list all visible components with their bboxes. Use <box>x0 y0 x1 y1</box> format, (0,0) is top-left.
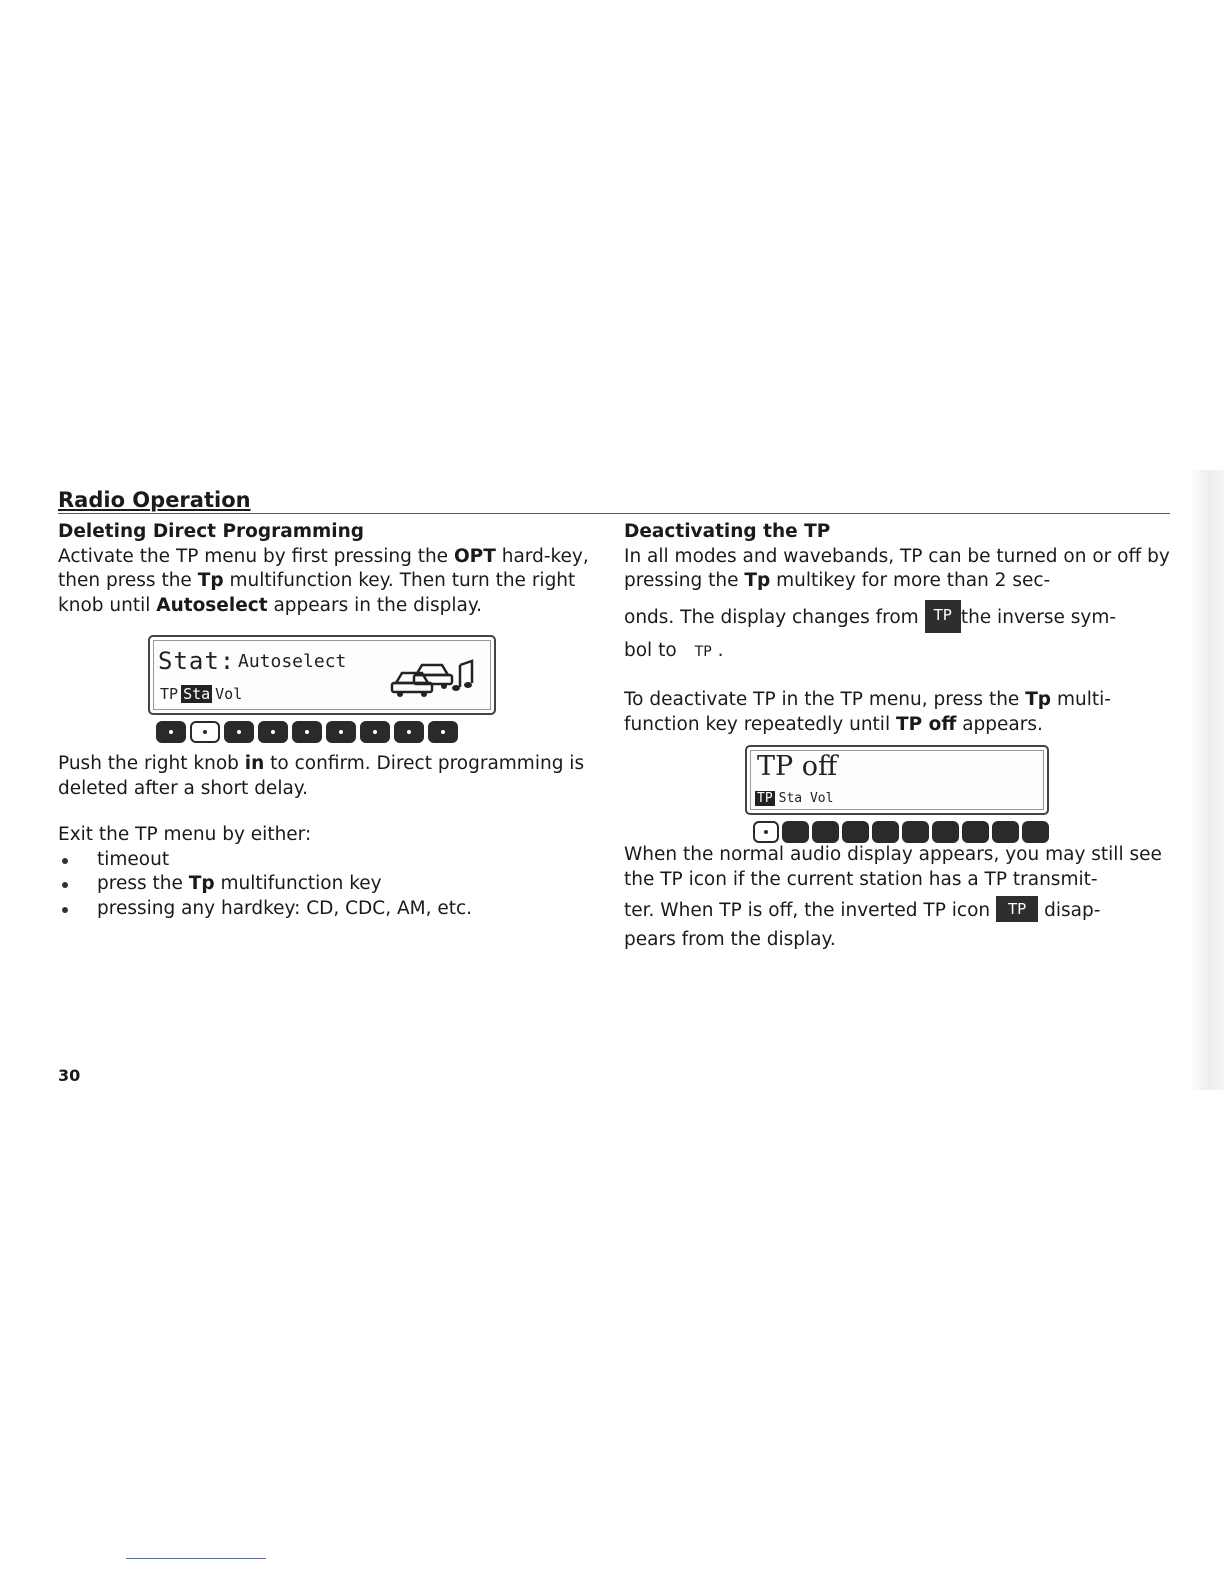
tp-plain-icon: TP <box>694 643 712 660</box>
lcd-line1-value: Autoselect <box>238 651 347 672</box>
softkey-5[interactable] <box>292 721 322 743</box>
right-paragraph-3: When the normal audio display appears, you may still see the TP icon if the current station has a TP transmit- <box>624 844 1162 890</box>
lcd-sta-vol-label: Sta Vol <box>778 791 834 806</box>
page-edge-shadow <box>1190 470 1224 1090</box>
softkey-5[interactable] <box>872 821 899 843</box>
softkey-8[interactable] <box>394 721 424 743</box>
section-title: Radio Operation <box>58 488 251 512</box>
lcd-tp-label: TP <box>160 685 179 703</box>
lcd-sta-inverse: Sta <box>183 685 211 703</box>
lcd-line1-label: Stat: <box>158 647 236 675</box>
softkey-4[interactable] <box>258 721 288 743</box>
softkey-7[interactable] <box>932 821 959 843</box>
bottom-link-underline <box>126 1558 266 1559</box>
softkey-1[interactable] <box>156 721 186 743</box>
lcd-line1: TP off <box>757 751 838 782</box>
softkey-6[interactable] <box>326 721 356 743</box>
softkey-6[interactable] <box>902 821 929 843</box>
softkey-3[interactable] <box>812 821 839 843</box>
heading-deleting-direct-programming: Deleting Direct Programming <box>58 521 364 542</box>
lcd-line2 <box>755 791 833 806</box>
right-paragraph-1b: onds. The display changes from TP the inverse sym- <box>624 600 1180 633</box>
car-music-icon <box>388 657 480 701</box>
softkey-9[interactable] <box>428 721 458 743</box>
right-paragraph-3c: pears from the display. <box>624 928 836 950</box>
softkey-4[interactable] <box>842 821 869 843</box>
heading-deactivating-tp: Deactivating the TP <box>624 521 831 542</box>
left-paragraph-2: Push the right knob in to confirm. Direct programming is deleted after a short delay. <box>58 753 585 799</box>
list-item: press the Tp multifunction key <box>58 872 606 897</box>
right-paragraph-3b: ter. When TP is off, the inverted TP icon TP disap- <box>624 896 1180 924</box>
right-column <box>624 520 1180 952</box>
lcd-screen <box>745 745 1049 815</box>
right-paragraph-1c: bol to TP . <box>624 639 724 661</box>
header-rule <box>58 513 1170 514</box>
autoselect-display <box>148 635 496 743</box>
softkey-2[interactable] <box>782 821 809 843</box>
left-paragraph-1: Activate the TP menu by first pressing the OPT hard-key, then press the Tp multifunction key. Then turn the right knob until Autoselect appears in the display. <box>58 545 589 616</box>
right-paragraph-1: In all modes and wavebands, TP can be turned on or off by pressing the Tp multikey for more than 2 sec- <box>624 545 1170 591</box>
softkey-8[interactable] <box>962 821 989 843</box>
softkey-9[interactable] <box>992 821 1019 843</box>
lcd-vol-label: Vol <box>215 685 243 703</box>
lcd-screen <box>148 635 496 715</box>
right-paragraph-2: To deactivate TP in the TP menu, press the Tp multi-function key repeatedly until TP off appears. <box>624 689 1111 735</box>
softkey-2-active[interactable] <box>190 721 220 743</box>
softkey-1-active[interactable] <box>753 821 779 843</box>
list-item: timeout <box>58 848 606 873</box>
tp-off-display <box>745 745 1049 843</box>
lcd-line2 <box>160 685 242 703</box>
list-item: pressing any hardkey: CD, CDC, AM, etc. <box>58 897 606 922</box>
lcd-tp-inverse: TP <box>757 791 773 806</box>
softkey-3[interactable] <box>224 721 254 743</box>
exit-options-list <box>58 848 606 922</box>
tp-inverse-icon: TP <box>925 600 961 633</box>
softkey-row <box>753 821 1049 843</box>
softkey-row <box>156 721 496 743</box>
page-number: 30 <box>58 1066 81 1085</box>
softkey-10[interactable] <box>1022 821 1049 843</box>
softkey-7[interactable] <box>360 721 390 743</box>
left-paragraph-3: Exit the TP menu by either: <box>58 824 312 845</box>
tp-inverted-icon: TP <box>996 896 1038 922</box>
